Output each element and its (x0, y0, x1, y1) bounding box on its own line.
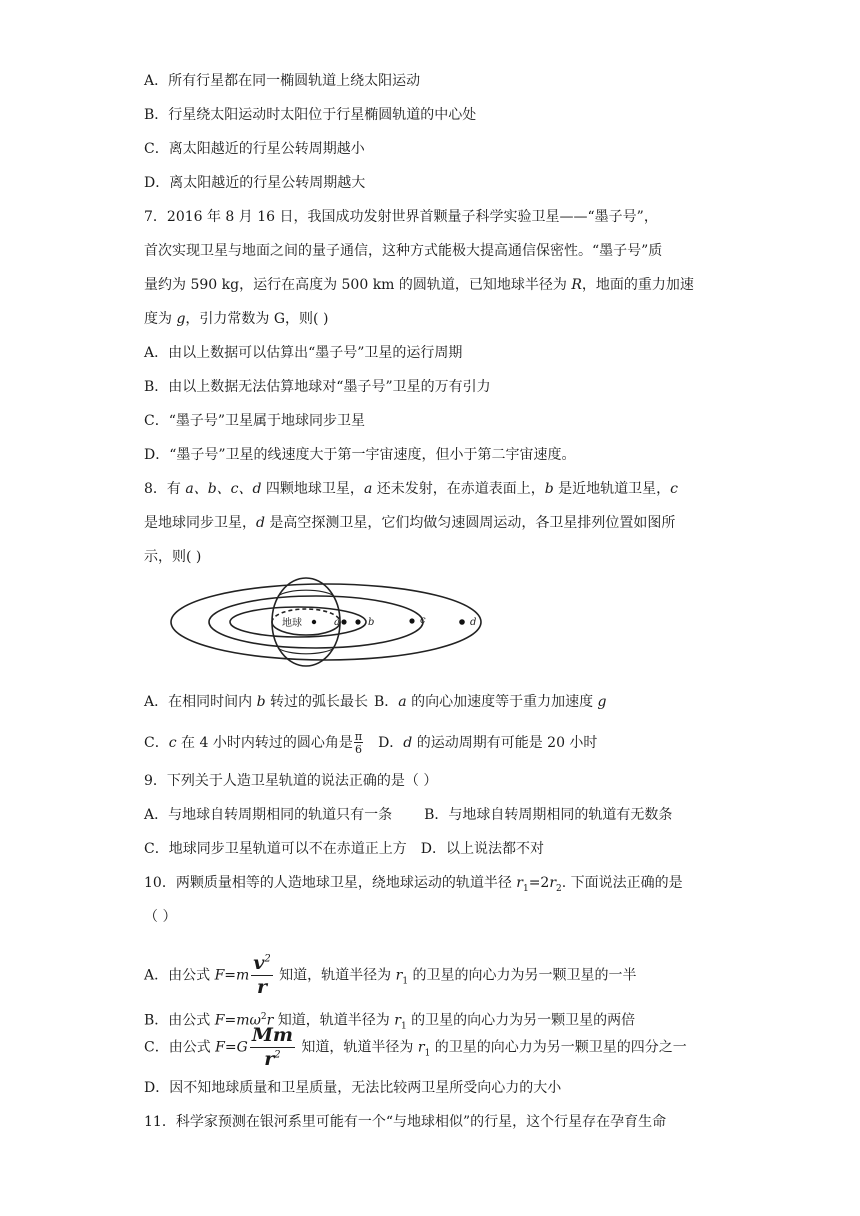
satellite-a (341, 619, 346, 624)
satellite-d (459, 619, 465, 625)
latitude-upper (278, 590, 334, 596)
q8-options-ab: A．在相同时间内 b 转过的弧长最长 B．a 的向心加速度等于重力加速度 g (144, 694, 607, 710)
latitude-lower (278, 648, 334, 654)
satellite-b-label: b (368, 617, 375, 628)
q10-stem-line2: （ ） (144, 909, 177, 925)
q11-stem-line1: 11．科学家预测在银河系里可能有一个“与地球相似”的行星，这个行星存在孕育生命 (144, 1114, 667, 1130)
pi-over-6: $\frac{\pi}{6}$ (354, 730, 363, 756)
q10-option-c: C．由公式 F=G $\frac{Mm}{r^2}$ 知道，轨道半径为 $r_1$ 的卫星的向心力为另一颗卫星的四分之一 (144, 1024, 687, 1070)
satellite-c (409, 618, 414, 623)
q9-stem: 9．下列关于人造卫星轨道的说法正确的是（ ） (144, 773, 438, 789)
q8-stem-line1: 8．有 a、b、c、d 四颗地球卫星，a 还未发射，在赤道表面上，b 是近地轨道卫星，c (144, 481, 679, 497)
q8-stem-line2: 是地球同步卫星，d 是高空探测卫星，它们均做匀速圆周运动，各卫星排列位置如图所 (144, 515, 676, 531)
q10-option-a: A．由公式 F=m $\frac{v^2}{r}$ 知道，轨道半径为 $r_1$ 的卫星的向心力为另一颗卫星的一半 (144, 952, 637, 998)
q8-stem-line3: 示，则( ) (144, 549, 202, 565)
q9-options-ab: A．与地球自转周期相同的轨道只有一条 B．与地球自转周期相同的轨道有无数条 (144, 807, 673, 823)
q8-options-cd: C．c 在 4 小时内转过的圆心角是 $\frac{\pi}{6}$ D．d 的运动周期有可能是 20 小时 (144, 730, 598, 756)
q7-stem-line1: 7．2016 年 8 月 16 日，我国成功发射世界首颗量子科学实验卫星——“墨子号”， (144, 209, 658, 225)
v2-over-r: $\frac{v^2}{r}$ (253, 952, 271, 998)
q7-stem-line2: 首次实现卫星与地面之间的量子通信，这种方式能极大提高通信保密性。“墨子号”质 (144, 243, 663, 259)
satellite-b (355, 619, 360, 624)
q7-option-a: A．由以上数据可以估算出“墨子号”卫星的运行周期 (144, 345, 463, 361)
earth-center-dot (312, 620, 316, 624)
q6-option-a: A．所有行星都在同一椭圆轨道上绕太阳运动 (144, 73, 421, 89)
orbit-diagram (168, 566, 498, 670)
satellite-d-label: d (470, 617, 477, 628)
q10-option-d: D．因不知地球质量和卫星质量，无法比较两卫星所受向心力的大小 (144, 1080, 562, 1096)
satellite-a-label: a (334, 617, 340, 628)
q6-option-b: B．行星绕太阳运动时太阳位于行星椭圆轨道的中心处 (144, 107, 477, 123)
mm-over-r2: $\frac{Mm}{r^2}$ (251, 1024, 293, 1070)
satellite-c-label: c (420, 615, 426, 626)
q7-stem-line4: 度为 g，引力常数为 G，则( ) (144, 311, 329, 327)
q10-stem-line1: 10．两颗质量相等的人造地球卫星，绕地球运动的轨道半径 $r_1=2r_2$. 下面说法正确的是 (144, 875, 683, 894)
earth-label: 地球 (282, 618, 302, 629)
q6-option-c: C．离太阳越近的行星公转周期越小 (144, 141, 365, 157)
q7-option-c: C．“墨子号”卫星属于地球同步卫星 (144, 413, 366, 429)
q7-option-b: B．由以上数据无法估算地球对“墨子号”卫星的万有引力 (144, 379, 491, 395)
q7-option-d: D．“墨子号”卫星的线速度大于第一宇宙速度，但小于第二宇宙速度。 (144, 447, 576, 463)
q7-stem-line3: 量约为 590 kg，运行在高度为 500 km 的圆轨道，已知地球半径为 R，地面的重力加速 (144, 277, 694, 293)
q6-option-d: D．离太阳越近的行星公转周期越大 (144, 175, 366, 191)
q10-option-b: B．由公式 $F=m\omega^2r$ 知道，轨道半径为 $r_1$ 的卫星的向心力为另一颗卫星的两倍 (144, 1012, 636, 1032)
q9-options-cd: C．地球同步卫星轨道可以不在赤道正上方 D．以上说法都不对 (144, 841, 544, 857)
